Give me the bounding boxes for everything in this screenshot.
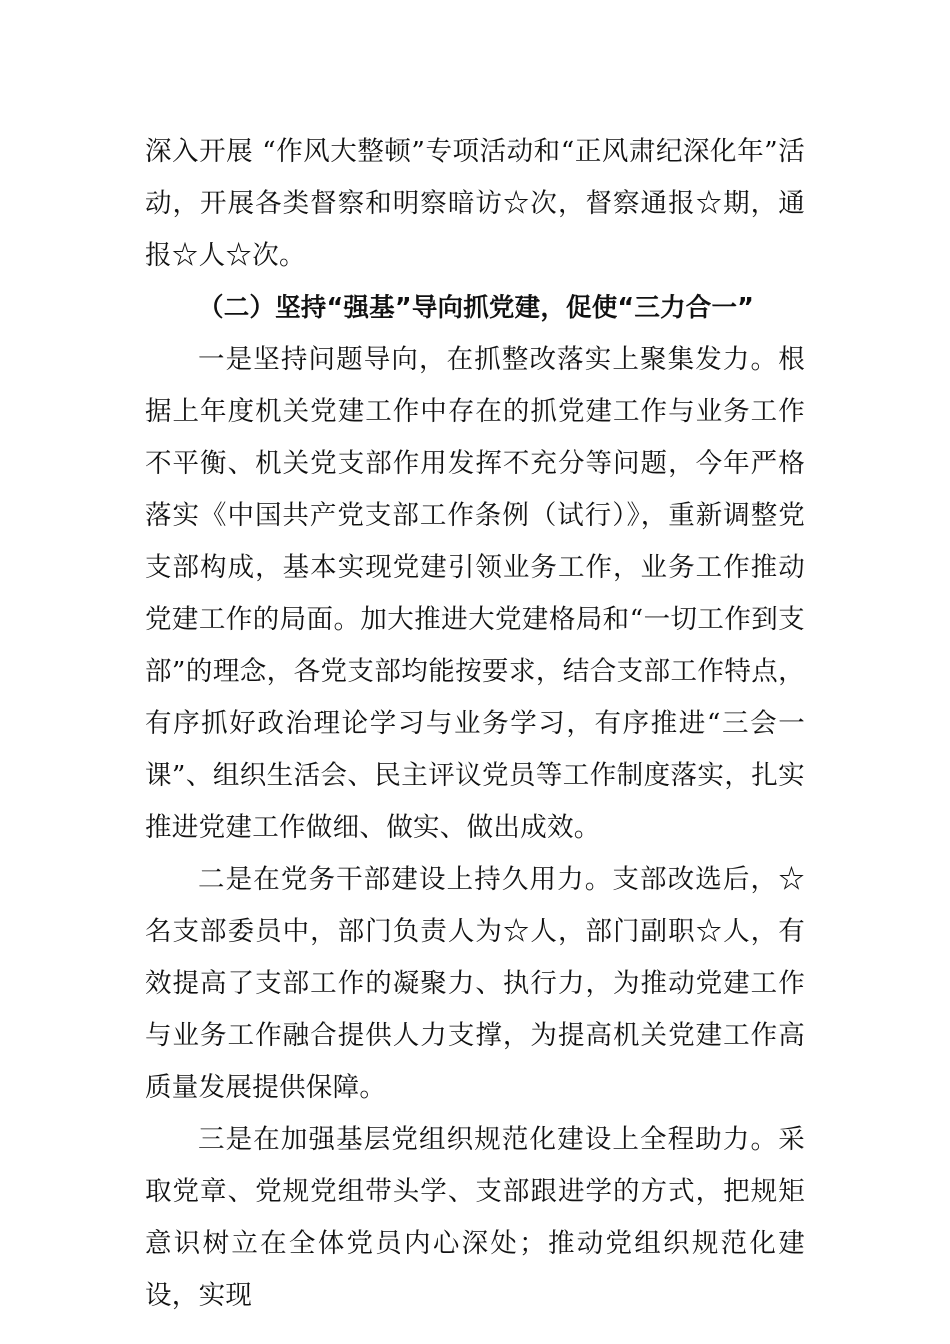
paragraph-two: 二是在党务干部建设上持久用力。支部改选后，☆名支部委员中，部门负责人为☆人，部门副职☆人，有效提高了支部工作的凝聚力、执行力，为推动党建工作与业务工作融合提供人力支撑，为提高机关党建工作高质量发展提供保障。 (145, 864, 805, 1103)
section-heading: （二）坚持“强基”导向抓党建，促使“三力合一” (198, 293, 755, 323)
paragraph-three: 三是在加强基层党组织规范化建设上全程助力。采取党章、党规党组带头学、支部跟进学的方式，把规矩意识树立在全体党员内心深处；推动党组织规范化建设，实现 (145, 1124, 805, 1311)
continuation-paragraph: 深入开展 “作风大整顿”专项活动和“正风肃纪深化年”活动，开展各类督察和明察暗访☆次，督察通报☆期，通报☆人☆次。 (145, 136, 805, 271)
paragraph-one: 一是坚持问题导向，在抓整改落实上聚集发力。根据上年度机关党建工作中存在的抓党建工作与业务工作不平衡、机关党支部作用发挥不充分等问题，今年严格落实《中国共产党支部工作条例（试行）》，重新调整党支部构成，基本实现党建引领业务工作，业务工作推动党建工作的局面。加大推进大党建格局和“一切工作到支部”的理念，各党支部均能按要求，结合支部工作特点，有序抓好政治理论学习与业务学习，有序推进“三会一课”、组织生活会、民主评议党员等工作制度落实，扎实推进党建工作做细、做实、做出成效。 (145, 344, 805, 843)
document-body (145, 126, 805, 1322)
